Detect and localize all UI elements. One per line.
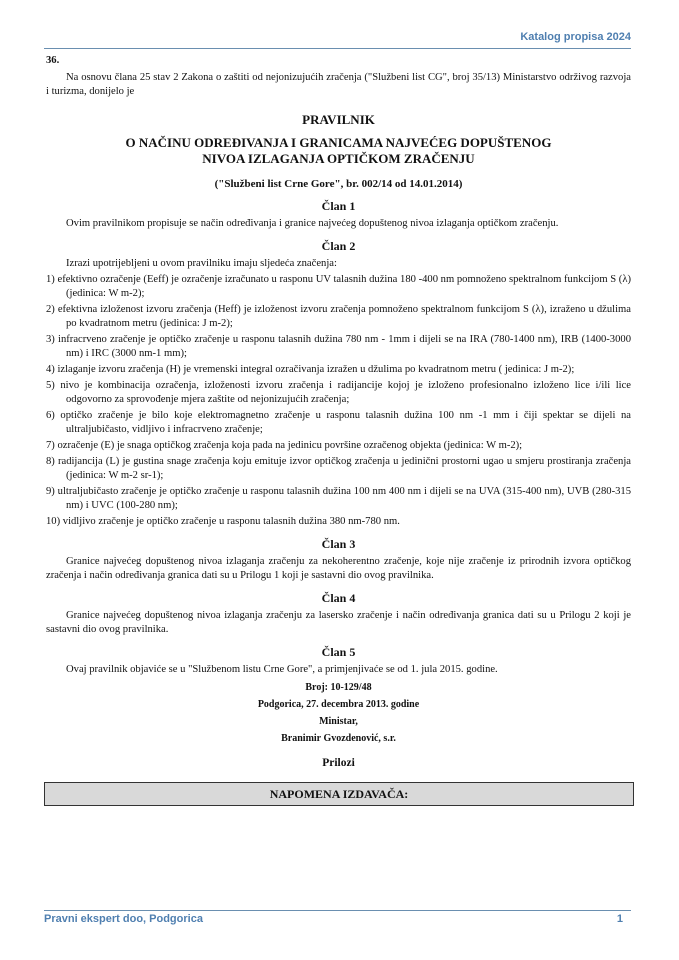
list-item: 6) optičko zračenje je bilo koje elektromagnetno zračenje u rasponu talasnih dužina 100 nm -1 mm i čiji spektar se dijeli na ultraljubičasto, vidljivo i infracrveno zračenje;	[46, 410, 631, 435]
page-footer	[44, 910, 631, 929]
document-subtitle-line1: O NAČINU ODREĐIVANJA I GRANICAMA NAJVEĆEG DOPUŠTENOG	[125, 135, 552, 150]
list-item: 9) ultraljubičasto zračenje je optičko zračenje u rasponu talasnih dužina 100 nm 400 nm i dijeli se na UVA (315-400 nm), UVB (280-315 nm) i UVC (100-280 nm);	[46, 486, 631, 511]
article-1-heading: Član 1	[321, 199, 356, 213]
document-body	[46, 54, 631, 806]
page-number: 1	[616, 913, 623, 925]
article-2-intro: Izrazi upotrijebljeni u ovom pravilniku imaju sljedeća značenja:	[66, 258, 337, 269]
list-item: 3) infracrveno zračenje je optičko zračenje u rasponu talasnih dužina 780 nm - 1mm i dijeli se na IRA (780-1400 nm), IRB (1400-3000 nm) i IRC (3000 nm-1 mm);	[46, 334, 631, 359]
signatory-name: Branimir Gvozdenović, s.r.	[281, 733, 396, 744]
list-item: 7) ozračenje (E) je snaga optičkog zračenja koja pada na jedinicu površine ozračenog objekta (jedinica: W m-2);	[46, 440, 523, 451]
article-5-text: Ovaj pravilnik objaviće se u "Službenom listu Crne Gore", a primjenjivaće se od 1. jula 2015. godine.	[66, 664, 498, 675]
article-4-heading: Član 4	[321, 591, 356, 605]
article-5-heading: Član 5	[321, 645, 356, 659]
catalog-title: Katalog propisa 2024	[520, 31, 631, 43]
page-header	[44, 30, 631, 49]
attachments-label: Prilozi	[322, 757, 355, 769]
article-1-text: Ovim pravilnikom propisuje se način određivanja i granice najvećeg dopuštenog nivoa izlaganja optičkom zračenju.	[66, 218, 559, 229]
place-date: Podgorica, 27. decembra 2013. godine	[257, 699, 420, 710]
document-subtitle-line2: NIVOA IZLAGANJA OPTIČKOM ZRAČENJU	[202, 151, 475, 166]
preamble: Na osnovu člana 25 stav 2 Zakona o zaštiti od nejonizujućih zračenja ("Službeni list CG", broj 35/13) Ministarstvo održivog razvoja i turizma, donijelo je	[46, 72, 631, 97]
document-title: PRAVILNIK	[302, 112, 375, 127]
article-3-text: Granice najvećeg dopuštenog nivoa izlaganja zračenju za nekoherentno zračenje, koje nije zračenje iz prirodnih izvora optičkog zračenja i način određivanja granica dati su u Prilogu 1 koji je sastavni dio ovog pravilnika.	[46, 556, 631, 581]
publisher-name: Pravni ekspert doo, Podgorica	[44, 913, 203, 925]
gazette-reference: ("Službeni list Crne Gore", br. 002/14 od 14.01.2014)	[214, 178, 463, 190]
list-item: 10) vidljivo zračenje je optičko zračenje u rasponu talasnih dužina 380 nm-780 nm.	[46, 516, 400, 527]
definitions-list	[46, 273, 631, 529]
list-item: 1) efektivno ozračenje (Eeff) je ozračenje izračunato u rasponu UV talasnih dužina 180 -400 nm pomnoženo spektralnom funkcijom S (λ) (jedinica: W m-2);	[46, 274, 631, 299]
document-number: 36.	[46, 55, 60, 66]
article-2-heading: Član 2	[321, 239, 356, 253]
article-4-text: Granice najvećeg dopuštenog nivoa izlaganja zračenju za lasersko zračenje i način određivanja granica dati su u Prilogu 2 koji je sastavni dio ovog pravilnika.	[46, 610, 631, 635]
document-broj: Broj: 10-129/48	[305, 682, 372, 693]
list-item: 4) izlaganje izvoru zračenja (H) je vremenski integral ozračivanja izražen u džulima po kvadratnom metru ( jedinica: J m-2);	[46, 364, 575, 375]
list-item: 8) radijancija (L) je gustina snage zračenja koju emituje izvor optičkog zračenja u jedinični prostorni ugao u smjeru prostiranja zračenja (jedinica: W m-2 sr-1);	[46, 456, 631, 481]
publisher-note-box: NAPOMENA IZDAVAČA:	[44, 782, 634, 806]
list-item: 2) efektivna izloženost izvoru zračenja (Heff) je izloženost izvoru zračenja pomnoženo spektralnom funkcijom S (λ), izraženo u džulima po kvadratnom metru (jedinica: J m-2);	[46, 304, 631, 329]
signatory-role: Ministar,	[319, 716, 358, 727]
list-item: 5) nivo je kombinacija ozračenja, izloženosti izvoru zračenja i radijancije kojoj je izloženo profesionalno izloženo lice i/ili lice odgovorno za sprovođenje mjera zaštite od nejonizujućih zračenja;	[46, 380, 631, 405]
article-3-heading: Član 3	[321, 537, 356, 551]
